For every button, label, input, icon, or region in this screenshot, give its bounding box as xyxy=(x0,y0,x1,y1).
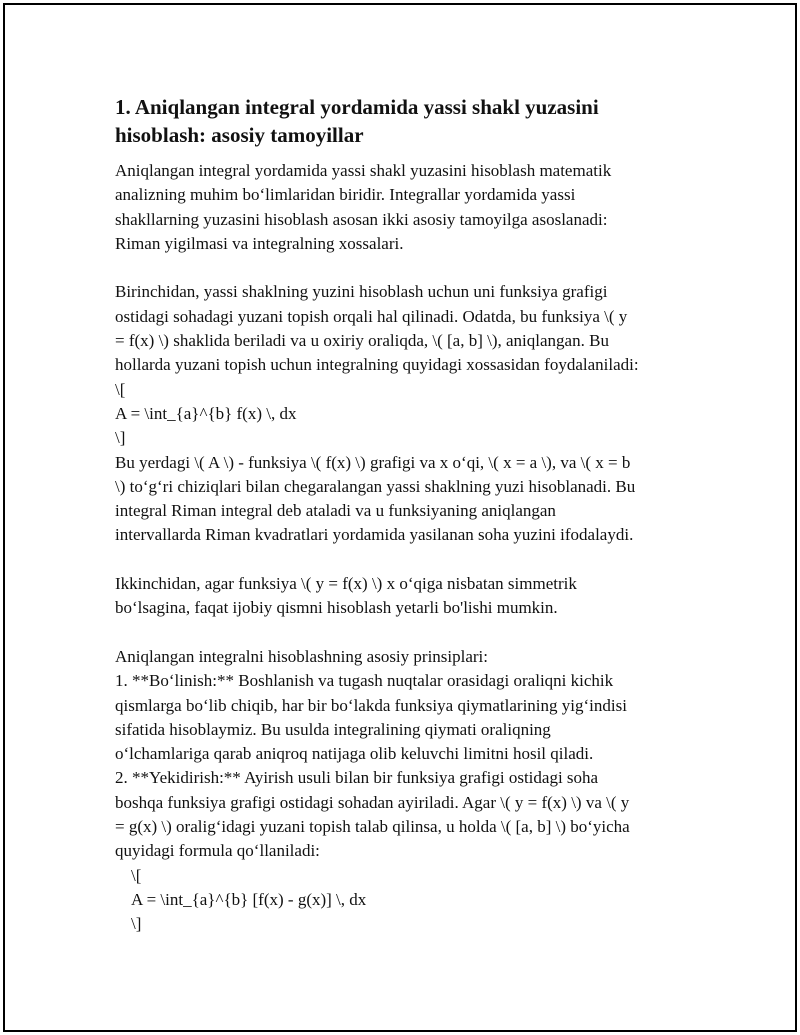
formula-open: \[ xyxy=(115,379,126,399)
paragraph-intro xyxy=(115,159,685,256)
formula-close: \] xyxy=(131,914,142,934)
text-line: o‘lchamlariga qarab aniqroq natijaga olib keluvchi limitni hosil qiladi. xyxy=(115,744,594,764)
text-line: Birinchidan, yassi shaklning yuzini hisoblash uchun uni funksiya grafigi xyxy=(115,282,608,302)
text-line: = g(x) \) oralig‘idagi yuzani topish talab qilinsa, u holda \( [a, b] \) bo‘yicha xyxy=(115,817,630,837)
text-line: analizning muhim bo‘limlaridan biridir. Integrallar yordamida yassi xyxy=(115,185,576,205)
text-line: ostidagi sohadagi yuzani topish orqali hal qilinadi. Odatda, bu funksiya \( y xyxy=(115,306,628,326)
text-line: \) to‘g‘ri chiziqlari bilan chegaralangan yassi shaklning yuzi hisoblanadi. Bu xyxy=(115,476,636,496)
formula-block xyxy=(115,864,685,937)
text-line: intervallarda Riman kvadratlari yordamida yasilanan soha yuzini ifodalaydi. xyxy=(115,525,634,545)
text-line: integral Riman integral deb ataladi va u funksiyaning aniqlangan xyxy=(115,501,556,521)
text-line: Riman yigilmasi va integralning xossalari. xyxy=(115,233,404,253)
formula-open: \[ xyxy=(131,865,142,885)
section-heading xyxy=(115,93,685,149)
text-line: Aniqlangan integralni hisoblashning asosiy prinsiplari: xyxy=(115,646,489,666)
text-line: bo‘lsagina, faqat ijobiy qismni hisoblash yetarli bo'lishi mumkin. xyxy=(115,598,558,618)
document-body xyxy=(115,93,685,937)
text-line: quyidagi formula qo‘llaniladi: xyxy=(115,841,320,861)
text-line: sifatida hisoblaymiz. Bu usulda integralining qiymati oraliqning xyxy=(115,719,551,739)
formula-body: A = \int_{a}^{b} [f(x) - g(x)] \, dx xyxy=(131,889,367,909)
text-line: qismlarga bo‘lib chiqib, har bir bo‘lakda funksiya qiymatlarining yig‘indisi xyxy=(115,695,627,715)
text-line: = f(x) \) shaklida beriladi va u oxiriy oraliqda, \( [a, b] \), aniqlangan. Bu xyxy=(115,331,609,351)
paragraph-first-principle xyxy=(115,280,685,547)
text-line: hollarda yuzani topish uchun integralning quyidagi xossasidan foydalaniladi: xyxy=(115,355,639,375)
text-line: boshqa funksiya grafigi ostidagi sohadan ayiriladi. Agar \( y = f(x) \) va \( y xyxy=(115,792,630,812)
paragraph-second-principle xyxy=(115,572,685,621)
paragraph-principles-list xyxy=(115,645,685,864)
heading-line-1: 1. Aniqlangan integral yordamida yassi shakl yuzasini xyxy=(115,95,599,119)
text-line: Bu yerdagi \( A \) - funksiya \( f(x) \) grafigi va x o‘qi, \( x = a \), va \( x = b xyxy=(115,452,631,472)
text-line: Aniqlangan integral yordamida yassi shakl yuzasini hisoblash matematik xyxy=(115,161,612,180)
formula-close: \] xyxy=(115,428,126,448)
heading-line-2: hisoblash: asosiy tamoyillar xyxy=(115,123,364,147)
list-item: 2. **Yekidirish:** Ayirish usuli bilan bir funksiya grafigi ostidagi soha xyxy=(115,768,599,788)
formula-body: A = \int_{a}^{b} f(x) \, dx xyxy=(115,403,297,423)
text-line: Ikkinchidan, agar funksiya \( y = f(x) \) x o‘qiga nisbatan simmetrik xyxy=(115,574,577,594)
list-item: 1. **Bo‘linish:** Boshlanish va tugash nuqtalar orasidagi oraliqni kichik xyxy=(115,671,614,691)
text-line: shakllarning yuzasini hisoblash asosan ikki asosiy tamoyilga asoslanadi: xyxy=(115,209,608,229)
